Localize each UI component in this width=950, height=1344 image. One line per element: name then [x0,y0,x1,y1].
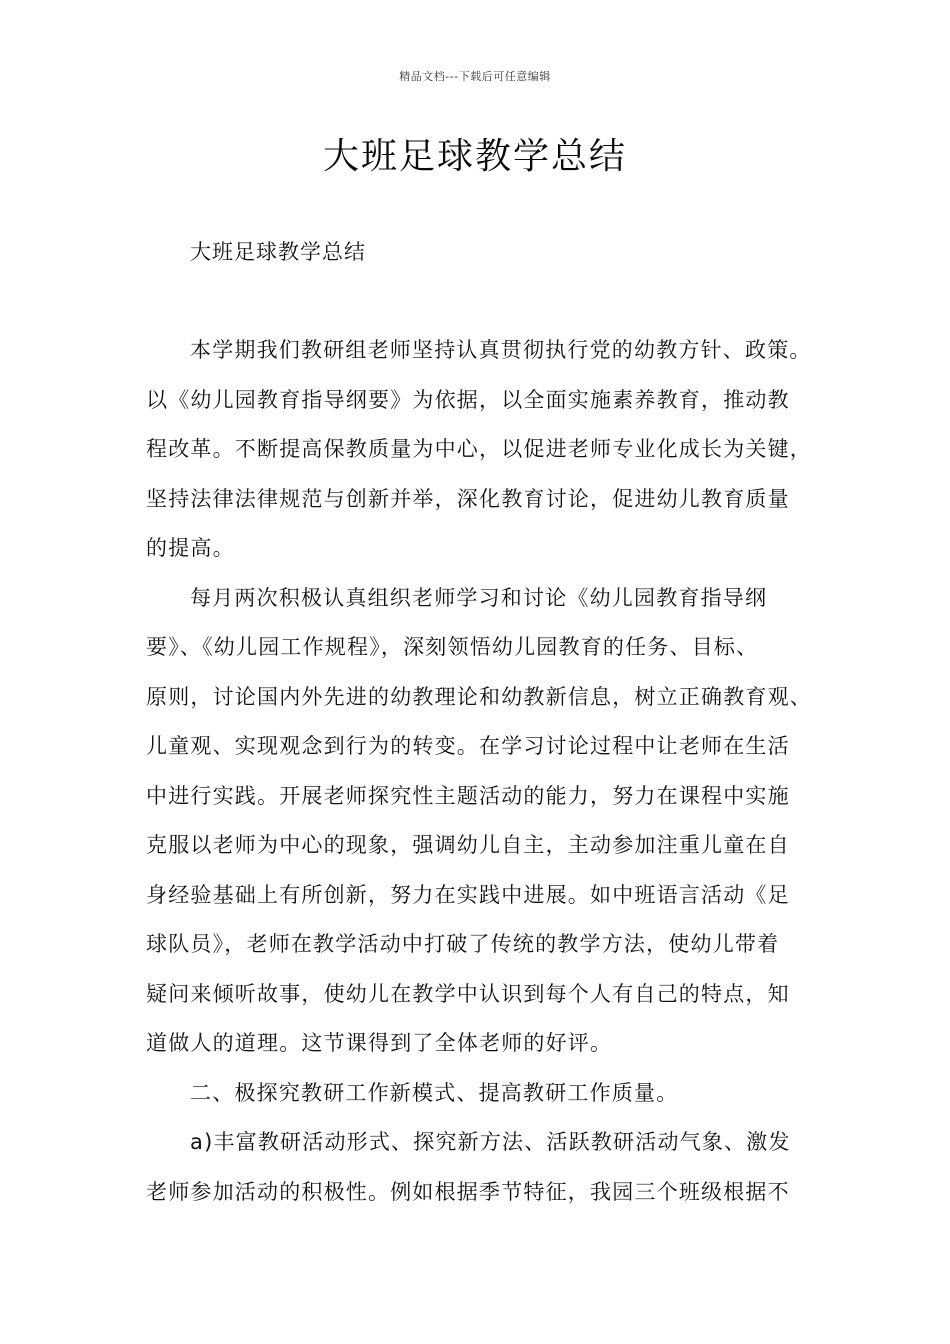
document-body [146,326,826,1217]
document-title: 大班足球教学总结 [322,136,627,177]
text-line: 球队员》，老师在教学活动中打破了传统的教学方法，使幼儿带着 [146,932,780,956]
paragraph-4 [146,1118,826,1217]
text-line: 本学期我们教研组老师坚持认真贯彻执行党的幼教方针、政策。 [190,338,812,362]
text-line: 疑问来倾听故事，使幼儿在教学中认识到每个人有自己的特点，知 [146,981,790,1006]
text-line: 儿童观、实现观念到行为的转变。在学习讨论过程中让老师在生活 [146,734,790,758]
paragraph-1 [146,326,826,574]
text-line: 坚持法律法律规范与创新并举，深化教育讨论，促进幼儿教育质量 [146,486,790,511]
text-line: 身经验基础上有所创新，努力在实践中进展。如中班语言活动《足 [146,882,790,907]
text-line: 原则，讨论国内外先进的幼教理论和幼教新信息，树立正确教育观、 [146,684,812,709]
text-line: 程改革。不断提高保教质量为中心，以促进老师专业化成长为关键， [146,437,812,461]
text-line: 以《幼儿园教育指导纲要》为依据，以全面实施素养教育，推动教 [146,387,790,412]
text-line: 克服以老师为中心的现象，强调幼儿自主，主动参加注重儿童在自 [146,833,790,857]
header-note: 精品文档---下载后可任意编辑 [399,70,551,83]
section-heading-2 [146,1069,826,1119]
paragraph-2 [146,574,826,1069]
text-line: 每月两次积极认真组织老师学习和讨论《幼儿园教育指导纲 [190,585,768,610]
document-subtitle: 大班足球教学总结 [190,240,366,264]
text-line: 老师参加活动的积极性。例如根据季节特征，我园三个班级根据不 [146,1179,790,1204]
text-line: 要》、《幼儿园工作规程》，深刻领悟幼儿园教育的任务、目标、 [146,635,759,659]
text-line: 中进行实践。开展老师探究性主题活动的能力，努力在课程中实施 [146,783,790,808]
text-line: a)丰富教研活动形式、探究新方法、活跃教研活动气象、激发 [190,1130,791,1154]
text-line: 二、极探究教研工作新模式、提高教研工作质量。 [190,1080,679,1105]
text-line: 的提高。 [146,536,235,560]
text-line: 道做人的道理。这节课得到了全体老师的好评。 [146,1031,613,1055]
